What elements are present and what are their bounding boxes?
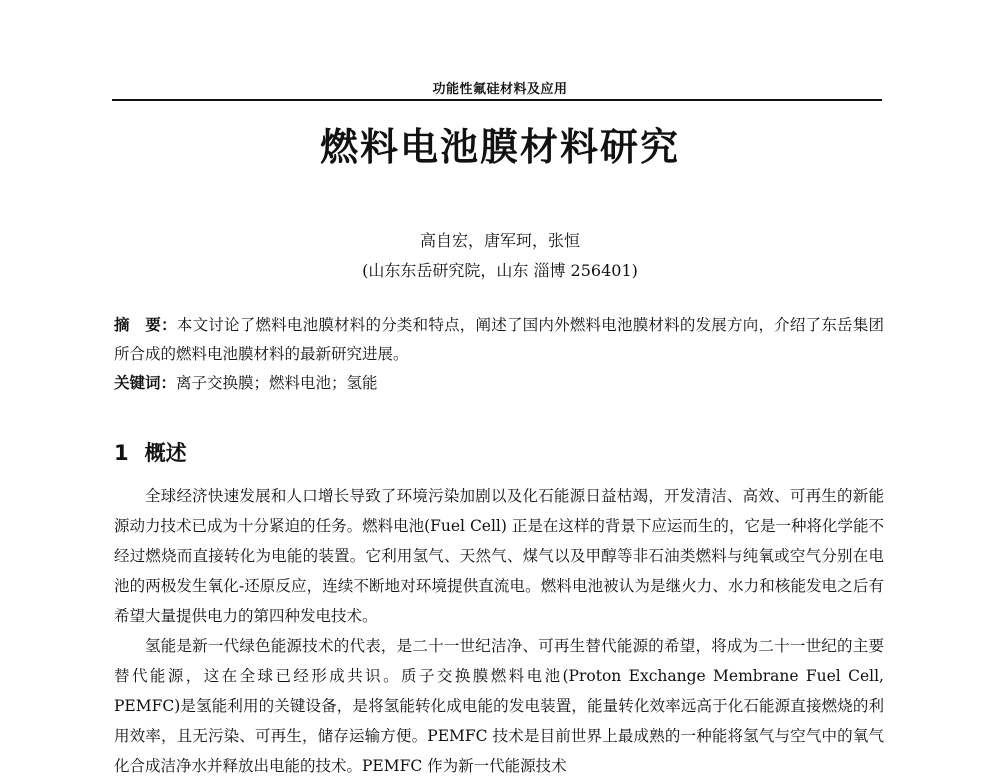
- header-rule: [112, 99, 882, 101]
- paper-title: 燃料电池膜材料研究: [319, 125, 680, 169]
- authors: 高自宏，唐军珂，张恒: [419, 231, 580, 250]
- abstract: [114, 311, 884, 369]
- keywords-label: 关键词：: [114, 374, 177, 392]
- keywords-text: 离子交换膜；燃料电池；氢能: [176, 374, 378, 392]
- keywords: [114, 369, 884, 398]
- abstract-text: 本文讨论了燃料电池膜材料的分类和特点，阐述了国内外燃料电池膜材料的发展方向，介绍了东岳集团所合成的燃料电池膜材料的最新研究进展。: [114, 316, 884, 363]
- section-number: 1: [114, 441, 129, 465]
- section-heading: [114, 437, 187, 467]
- section-title: 概述: [144, 441, 187, 465]
- section-body: [114, 481, 884, 781]
- running-header: 功能性氟硅材料及应用: [432, 82, 568, 97]
- abstract-label: 摘 要：: [114, 316, 177, 334]
- affiliation: (山东东岳研究院，山东 淄博 256401): [362, 261, 638, 280]
- body-paragraph: 全球经济快速发展和人口增长导致了环境污染加剧以及化石能源日益枯竭，开发清洁、高效、可再生的新能源动力技术已成为十分紧迫的任务。燃料电池(Fuel Cell) 正是在这样的背景下应运而生的，它是一种将化学能不经过燃烧而直接转化为电能的装置。它利用氢气、天然气、煤气以及甲醇等非石油类燃料与纯氧或空气分别在电池的两极发生氧化-还原反应，连续不断地对环境提供直流电。燃料电池被认为是继火力、水力和核能发电之后有希望大量提供电力的第四种发电技术。: [114, 487, 884, 625]
- body-paragraph: 氢能是新一代绿色能源技术的代表，是二十一世纪洁净、可再生替代能源的希望，将成为二十一世纪的主要替代能源，这在全球已经形成共识。质子交换膜燃料电池(Proton Exchange Membrane Fuel Cell, PEMFC)是氢能利用的关键设备，是将氢能转化成电能的发电装置，能量转化效率远高于化石能源直接燃烧的利用效率，且无污染、可再生，储存运输方便。PEMFC 技术是目前世界上最成熟的一种能将氢气与空气中的氧气化合成洁净水并释放出电能的技术。PEMFC 作为新一代能源技术: [114, 637, 884, 775]
